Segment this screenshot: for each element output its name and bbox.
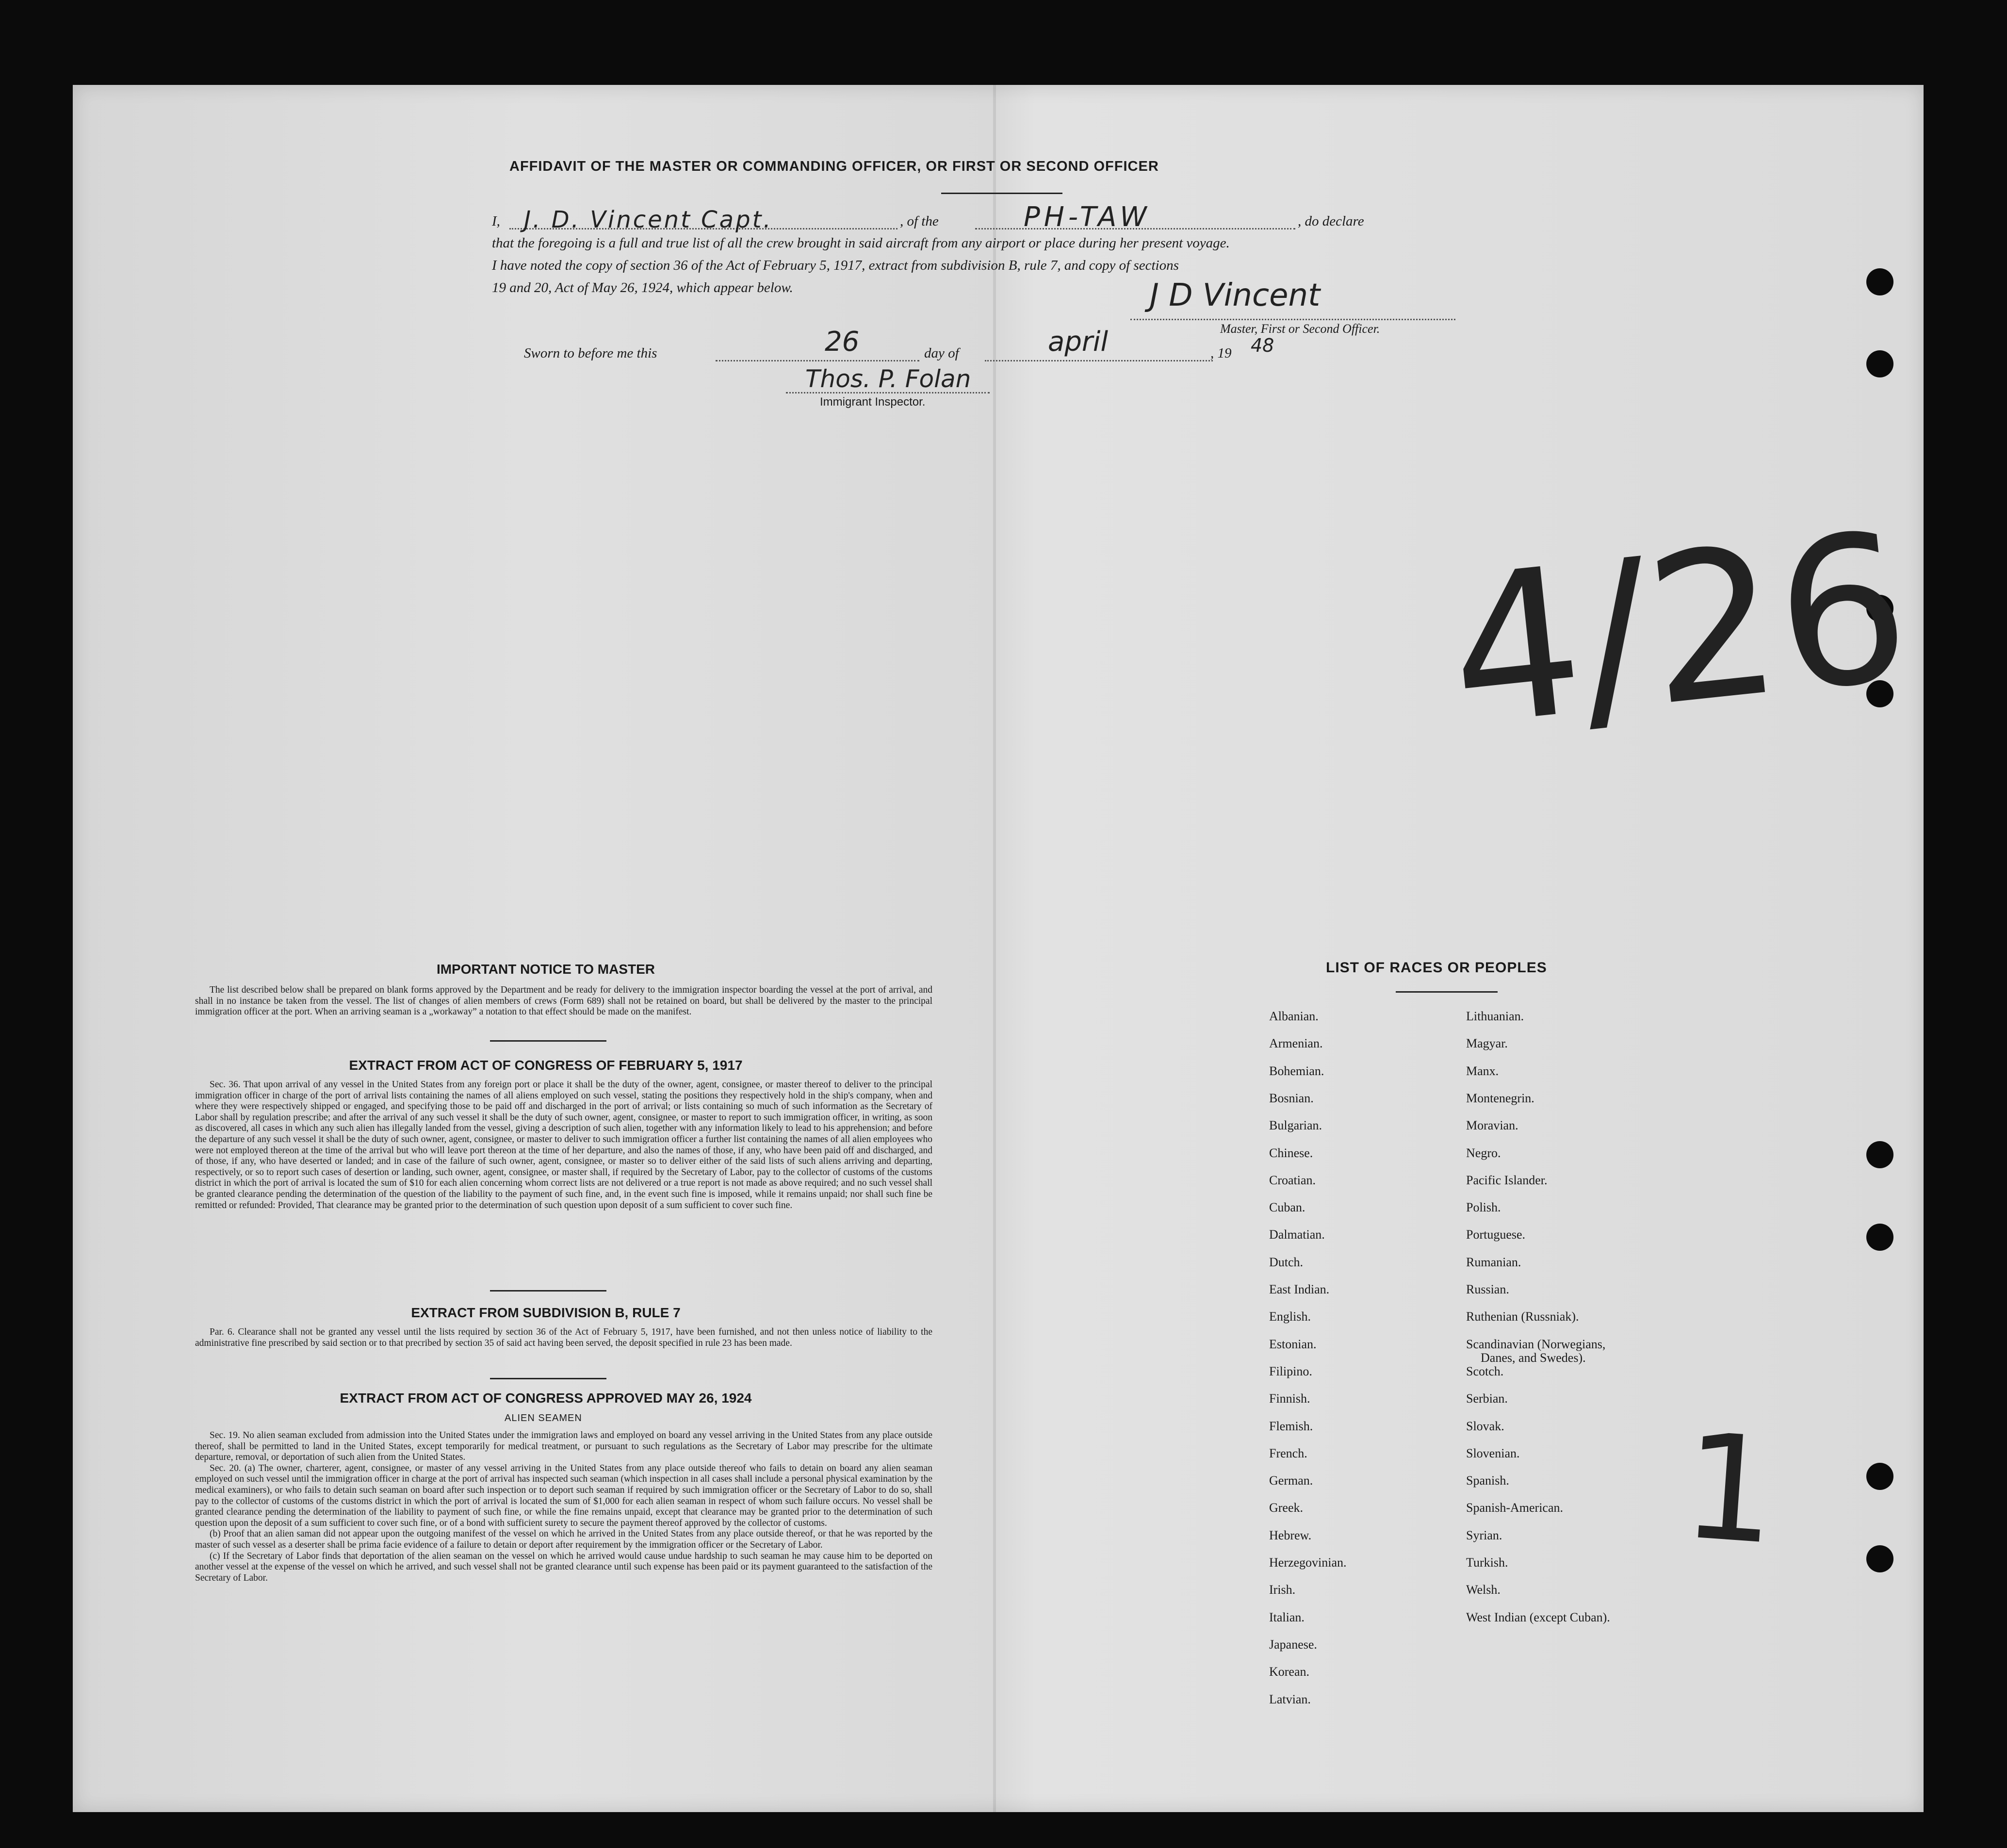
race-item: Finnish. — [1269, 1391, 1310, 1406]
race-item: Dalmatian. — [1269, 1227, 1325, 1242]
race-item: Syrian. — [1466, 1528, 1502, 1542]
affidavit-line-3: 19 and 20, Act of May 26, 1924, which appear below. — [492, 280, 793, 295]
race-item: Scandinavian (Norwegians, — [1466, 1337, 1606, 1351]
affidavit-title: AFFIDAVIT OF THE MASTER OR COMMANDING OFFICER, OR FIRST OR SECOND OFFICER — [509, 159, 1159, 174]
punch-hole — [1866, 1545, 1893, 1572]
master-signature: J D Vincent — [1150, 278, 1321, 313]
race-item: Slovenian. — [1466, 1446, 1520, 1460]
race-item: Flemish. — [1269, 1419, 1313, 1433]
punch-hole — [1866, 350, 1893, 377]
race-item: Albanian. — [1269, 1009, 1319, 1023]
race-item: German. — [1269, 1473, 1313, 1488]
race-item: Greek. — [1269, 1501, 1304, 1515]
extract-1917-rule — [490, 1290, 606, 1292]
inspector-signature: Thos. P. Folan — [805, 365, 971, 393]
i-label: I, — [492, 213, 500, 229]
title-rule — [941, 193, 1062, 194]
race-item: Estonian. — [1269, 1337, 1317, 1351]
race-item: Chinese. — [1269, 1145, 1313, 1160]
page-fold — [993, 85, 996, 1812]
extract-1924-body — [195, 1430, 932, 1584]
race-item: Bulgarian. — [1269, 1118, 1322, 1133]
affidavit-line-2: I have noted the copy of section 36 of the Act of February 5, 1917, extract from subdivision B, rule 7, and copy of sections — [492, 258, 1179, 273]
month-line — [985, 360, 1213, 361]
master-caption: Master, First or Second Officer. — [1220, 322, 1380, 336]
affidavit-line-1: that the foregoing is a full and true list of all the crew brought in said aircraft from any airport or place during her present voyage. — [492, 235, 1230, 251]
aircraft-registration: PH-TAW — [1024, 201, 1151, 233]
alien-seamen-subtitle: ALIEN SEAMEN — [505, 1413, 582, 1423]
race-item: Danes, and Swedes). — [1481, 1350, 1586, 1365]
race-item: Japanese. — [1269, 1637, 1317, 1652]
punch-hole — [1866, 1141, 1893, 1168]
punch-hole — [1866, 1463, 1893, 1490]
race-item: Pacific Islander. — [1466, 1173, 1548, 1187]
race-item: Bohemian. — [1269, 1063, 1324, 1078]
race-item: Welsh. — [1466, 1583, 1501, 1597]
race-item: Dutch. — [1269, 1255, 1304, 1269]
extract-1924-title: EXTRACT FROM ACT OF CONGRESS APPROVED MAY 26, 1924 — [340, 1390, 752, 1406]
notice-body — [195, 985, 932, 1018]
race-item: West Indian (except Cuban). — [1466, 1610, 1610, 1624]
race-item: Scotch. — [1466, 1364, 1504, 1378]
extract-1917-body — [195, 1079, 932, 1211]
race-item: Filipino. — [1269, 1364, 1312, 1378]
race-item: English. — [1269, 1309, 1311, 1324]
race-item: Herzegovinian. — [1269, 1555, 1347, 1570]
extract-1917-title: EXTRACT FROM ACT OF CONGRESS OF FEBRUARY 5, 1917 — [349, 1058, 743, 1073]
race-item: Magyar. — [1466, 1036, 1508, 1051]
punch-hole — [1866, 1224, 1893, 1251]
day-line — [716, 360, 919, 361]
race-item: Polish. — [1466, 1200, 1501, 1215]
notice-rule — [490, 1040, 606, 1042]
race-item: Moravian. — [1466, 1118, 1518, 1133]
race-item: Italian. — [1269, 1610, 1305, 1624]
sec-19-text: Sec. 19. No alien seaman excluded from admission into the United States under the immigration laws and employed on board any vessel arriving in the United States from any place outside thereof, shall be permitted to land in the United States, except temporarily for medical treatment, or pursuant to such regulations as the Secretary of Labor may prescribe for the ultimate departure, removal, or deportation of such alien from the United States. — [195, 1430, 932, 1463]
do-declare-label: , do declare — [1298, 213, 1364, 229]
races-title: LIST OF RACES OR PEOPLES — [1326, 960, 1547, 976]
extract-1917-text: Sec. 36. That upon arrival of any vessel in the United States from any foreign port or place it shall be the duty of the owner, agent, consignee, or master thereof to deliver to the principal immigration officer in charge of the port of arrival lists containing the names of all aliens employed on such vessel, stating the positions they respectively hold in the ship's company, when and where they were respectively shipped or engaged, and specifying those to be paid off and discharged in the port of arrival; or lists containing so much of such information as the Secretary of Labor shall by regulation prescribe; and after the arrival of any such vessel it shall be the duty of such owner, agent, consignee, or master to report to such immigration officer, in writing, as soon as discovered, all cases in which any such alien has illegally landed from the vessel, giving a description of such alien, together with any information likely to lead to his apprehension; and before the departure of any such vessel it shall be the duty of such owner, agent, consignee, or master to deliver to such immigration officer a further list containing the names of all alien employees who were not employed thereon at the time of the arrival but who will leave port thereon at the time of her departure, and also the names of those, if any, who have been paid off and discharged, and of those, if any, who have deserted or landed; and in case of the failure of such owner, agent, consignee, or master so to deliver either of the said lists of such aliens arriving and departing, respectively, or so to report such cases of desertion or landing, such owner, agent, consignee, or master shall, if required by the Secretary of Labor, pay to the collector of customs of the customs district in which the port of arrival is located the sum of $10 for each alien concerning whom correct lists are not delivered or a true report is not made as above required; and no such vessel shall be granted clearance pending the determination of the question of the liability to the payment of such fine, and, in the event such fine is imposed, while it remains unpaid; nor shall such fine be remitted or refunded: Provided, That clearance may be granted prior to the determination of such question upon deposit of a sum sufficient to cover such fine. — [195, 1079, 932, 1210]
race-item: East Indian. — [1269, 1282, 1330, 1296]
race-item: Montenegrin. — [1466, 1091, 1534, 1105]
race-item: Spanish-American. — [1466, 1501, 1564, 1515]
sworn-year: 48 — [1251, 335, 1274, 356]
sec-20c-text: (c) If the Secretary of Labor finds that deportation of the alien seaman on the vessel on which he arrived would cause undue hardship to such seaman he may cause him to be deported on another vessel at the expense of the vessel on which he arrived, and such vessel shall not be granted clearance until such expense has been paid or its payment guaranteed to the satisfaction of the Secretary of Labor. — [195, 1551, 932, 1583]
races-rule — [1396, 991, 1498, 993]
race-item: Croatian. — [1269, 1173, 1316, 1187]
race-item: Manx. — [1466, 1063, 1499, 1078]
race-item: Russian. — [1466, 1282, 1509, 1296]
of-the-label: , of the — [900, 213, 939, 229]
master-name: J. D. Vincent Capt. — [524, 206, 773, 233]
race-item: Irish. — [1269, 1583, 1296, 1597]
race-item: French. — [1269, 1446, 1307, 1460]
punch-hole — [1866, 268, 1893, 295]
handwritten-date: 4/26 — [1439, 489, 1920, 772]
extract-rule7-rule — [490, 1378, 606, 1379]
race-item: Ruthenian (Russniak). — [1466, 1309, 1579, 1324]
sec-20b-text: (b) Proof that an alien saman did not appear upon the outgoing manifest of the vessel on which he arrived in the United States from any place outside thereof, or that he was reported by the master of such vessel as a deserter shall be prima facie evidence of a failure to detain or deport after requirement by the immigration officer or the Secretary of Labor. — [195, 1529, 932, 1550]
sworn-label: Sworn to before me this — [524, 345, 657, 361]
race-item: Slovak. — [1466, 1419, 1504, 1433]
race-item: Serbian. — [1466, 1391, 1508, 1406]
race-item: Latvian. — [1269, 1692, 1311, 1706]
year-label: , 19 — [1210, 345, 1232, 361]
sworn-day: 26 — [825, 326, 860, 358]
race-item: Spanish. — [1466, 1473, 1509, 1488]
race-item: Cuban. — [1269, 1200, 1305, 1215]
notice-title: IMPORTANT NOTICE TO MASTER — [436, 962, 655, 977]
extract-rule7-title: EXTRACT FROM SUBDIVISION B, RULE 7 — [411, 1305, 681, 1320]
race-item: Korean. — [1269, 1665, 1310, 1679]
race-item: Turkish. — [1466, 1555, 1508, 1570]
race-item: Negro. — [1466, 1145, 1501, 1160]
race-item: Rumanian. — [1466, 1255, 1521, 1269]
race-item: Hebrew. — [1269, 1528, 1312, 1542]
extract-rule7-text: Par. 6. Clearance shall not be granted any vessel until the lists required by section 36 of the Act of February 5, 1917, have been furnished, and not then unless notice of liability to the administrative fine prescribed by said section or to that precribed by section 35 of said act having been served, the deposit specified in rule 23 has been made. — [195, 1327, 932, 1348]
signature-line — [1130, 319, 1455, 320]
inspector-caption: Immigrant Inspector. — [820, 395, 926, 409]
race-item: Lithuanian. — [1466, 1009, 1524, 1023]
race-item: Portuguese. — [1466, 1227, 1526, 1242]
notice-text: The list described below shall be prepared on blank forms approved by the Department and be ready for delivery to the immigration inspector boarding the vessel at the port of arrival, and shall in no instance be taken from the vessel. The list of changes of alien members of crews (Form 689) shall not be retained on board, but shall be delivered by the master to the principal immigration officer at the port. When an arriving seaman is a „workaway” a notation to that effect should be made on the manifest. — [195, 985, 932, 1017]
sec-20a-text: Sec. 20. (a) The owner, charterer, agent, consignee, or master of any vessel arriving in the United States from any place outside thereof who fails to detain on board any alien seaman employed on such vessel until the immigration officer in charge at the port of arrival has inspected such seaman (which inspection in all cases shall include a personal physical examination by the medical examiners), or who fails to detain such seaman on board after such inspection or to deport such seaman if required by such immigration officer or the Secretary of Labor to do so, shall pay to the collector of customs of the customs district in which the port of arrival is located the sum of $1,000 for each alien seaman in respect of whom such failure occurs. No vessel shall be granted clearance pending the determination of the liability to payment of such fine, or while the fine remains unpaid, except that clearance may be granted prior to the determination of such question upon the deposit of a sum sufficient to cover such fine, or of a bond with sufficient surety to secure the payment thereof approved by the collector of customs. — [195, 1463, 932, 1528]
race-item: Armenian. — [1269, 1036, 1323, 1051]
extract-rule7-body — [195, 1327, 932, 1349]
sworn-month: april — [1048, 326, 1109, 358]
day-of-label: day of — [924, 345, 959, 361]
handwritten-page-number: 1 — [1678, 1401, 1782, 1577]
race-item: Bosnian. — [1269, 1091, 1314, 1105]
